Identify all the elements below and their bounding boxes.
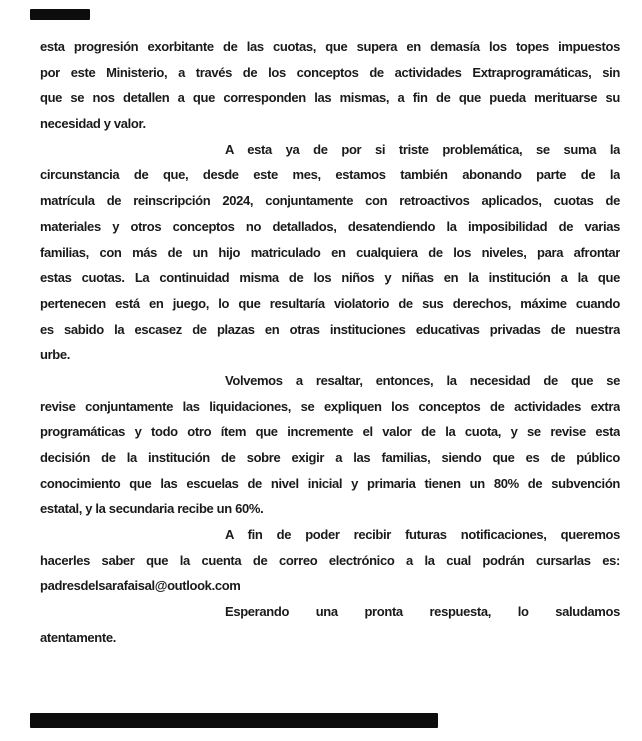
letter-line: programáticas y todo otro ítem que incremente el valor de la cuota, y se revise esta	[40, 424, 620, 440]
letter-line-paragraph-start: Esperando una pronta respuesta, lo saludamos	[225, 604, 620, 620]
letter-line-paragraph-start: A esta ya de por si triste problemática, se suma la	[225, 141, 620, 157]
letter-line: por este Ministerio, a través de los conceptos de actividades Extraprogramáticas, sin	[40, 64, 620, 80]
letter-line-email: padresdelsarafaisal@outlook.com	[40, 578, 241, 594]
letter-line: estatal, y la secundaria recibe un 60%.	[40, 501, 264, 517]
redaction-bar-top	[30, 9, 90, 20]
letter-line: decisión de la institución de sobre exigir a las familias, siendo que es de público	[40, 450, 620, 465]
letter-line: revise conjuntamente las liquidaciones, se expliquen los conceptos de actividades extra	[40, 398, 620, 414]
letter-line: que se nos detallen a que corresponden las mismas, a fin de que pueda merituarse su	[40, 90, 620, 106]
letter-line: es sabido la escasez de plazas en otras instituciones educativas privadas de nuestra	[40, 321, 620, 337]
redaction-bar-bottom	[30, 713, 438, 728]
letter-line: circunstancia de que, desde este mes, estamos también abonando parte de la	[40, 167, 620, 183]
letter-line: conocimiento que las escuelas de nivel inicial y primaria tienen un 80% de subvención	[40, 475, 620, 491]
letter-body	[40, 34, 620, 651]
letter-line: necesidad y valor.	[40, 116, 146, 132]
letter-line: esta progresión exorbitante de las cuotas, que supera en demasía los topes impuestos	[40, 39, 620, 54]
letter-line: urbe.	[40, 347, 71, 363]
letter-line: pertenecen está en juego, lo que resultaría violatorio de sus derechos, máxime cuando	[40, 295, 620, 311]
letter-line: materiales y otros conceptos no detallados, desatendiendo la imposibilidad de varias	[40, 218, 620, 234]
letter-line-paragraph-start: A fin de poder recibir futuras notificaciones, queremos	[225, 527, 620, 543]
letter-line: familias, con más de un hijo matriculado en cualquiera de los niveles, para afrontar	[40, 244, 620, 260]
letter-line-closing: atentamente.	[40, 629, 116, 645]
letter-line-paragraph-start: Volvemos a resaltar, entonces, la necesidad de que se	[225, 372, 620, 388]
letter-line: estas cuotas. La continuidad misma de los niños y niñas en la institución a la que	[40, 270, 620, 286]
letter-line: hacerles saber que la cuenta de correo electrónico a la cual podrán cursarlas es:	[40, 552, 620, 568]
letter-line: matrícula de reinscripción 2024, conjuntamente con retroactivos aplicados, cuotas de	[40, 193, 620, 209]
